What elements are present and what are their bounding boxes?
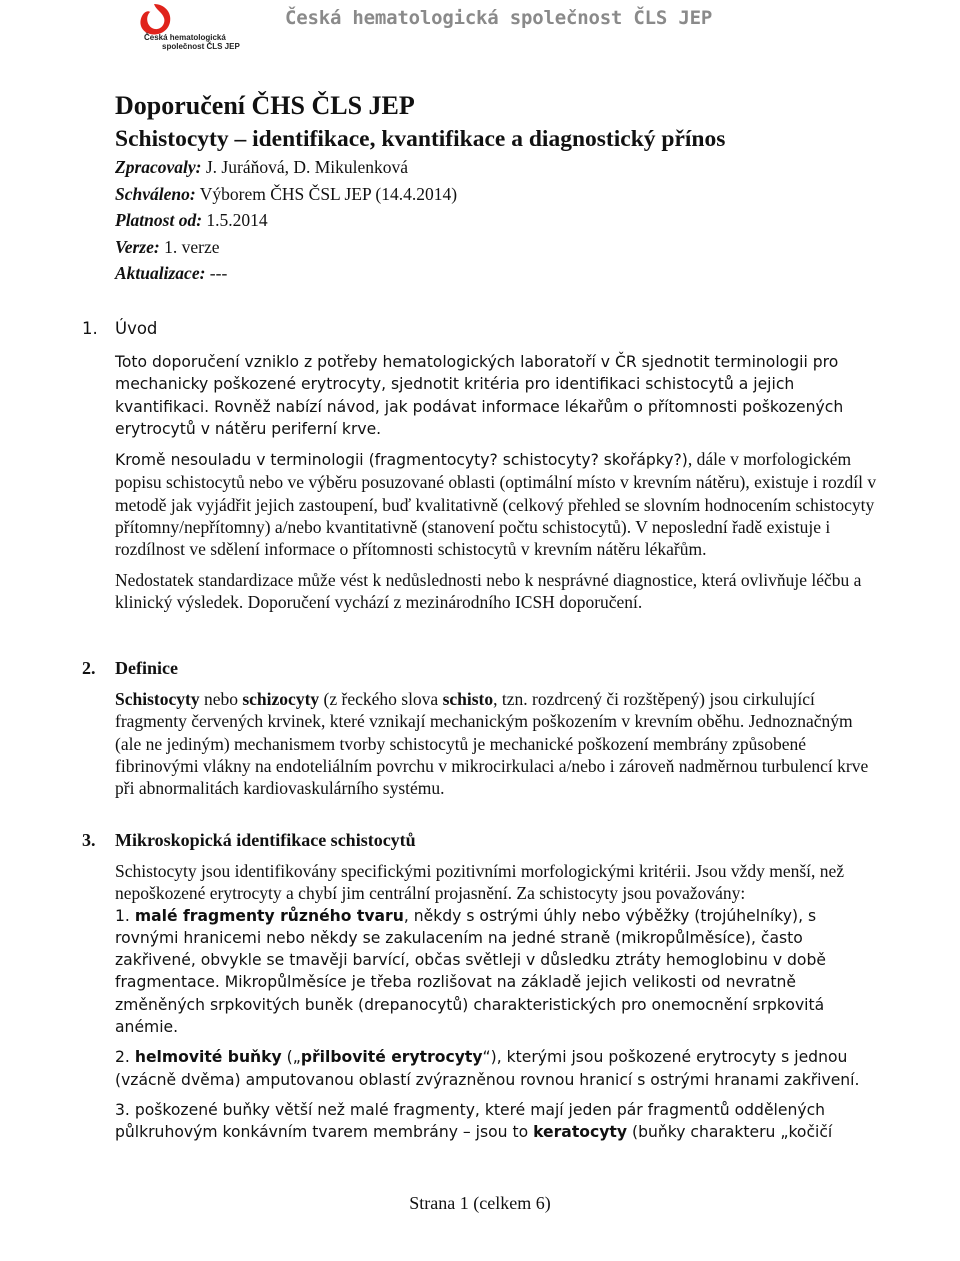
section-title: Mikroskopická identifikace schistocytů	[115, 830, 416, 850]
paragraph	[115, 569, 882, 614]
section-number: 2.	[82, 658, 96, 678]
meta-value: 1.5.2014	[202, 210, 268, 230]
paragraph-text: , dále v morfologickém popisu schistocytů nebo ve výběru posuzované oblasti (optimální místo v krevním nátěru), existuje i rozdíl v metodě jak vyjádřit jejich zastoupení, buď kvalitativně (celkový přehled se slovním hodnocením schistocyty přítomny/nepřítomny) a/nebo kvantitativně (stanovení počtu schistocytů). V neposlední řadě existuje i rozdílnost ve sdělení informace o přítomnosti schistocytů v krevním nátěru lékařům.	[115, 449, 877, 560]
section-heading	[82, 657, 882, 679]
document-subtitle: Schistocyty – identifikace, kvantifikace a diagnostický přínos	[115, 126, 726, 152]
term-bold: helmovité buňky	[134, 1048, 282, 1067]
list-number: 1.	[115, 906, 135, 925]
section-title: Úvod	[115, 319, 158, 338]
meta-row-update	[115, 260, 875, 287]
list-number: 2.	[115, 1048, 135, 1067]
paragraph-text: Toto doporučení vzniklo z potřeby hematologických laboratoří v ČR sjednotit terminologii pro mechanicky poškozené erytrocyty, sjednotit kritéria pro identifikaci schistocytů a jejich kvantifikaci.	[115, 353, 839, 416]
page-footer: Strana 1 (celkem 6)	[409, 1193, 551, 1213]
section-body	[115, 688, 882, 799]
meta-value: Výborem ČHS ČSL JEP (14.4.2014)	[195, 183, 458, 204]
paragraph-text: Schistocyty jsou identifikovány specifickými pozitivními morfologickými kritérii. Jsou vždy menší, než nepoškozené erytrocyty a chybí jim centrální projasnění. Za schistocyty jsou považovány:	[115, 861, 845, 904]
document-header	[115, 90, 875, 287]
meta-label: Verze:	[115, 236, 160, 257]
meta-label: Aktualizace:	[115, 263, 206, 283]
section-body	[115, 351, 882, 613]
paragraph-text: (z řeckého slova	[319, 689, 443, 709]
term-bold: Schistocyty	[115, 689, 200, 709]
paragraph-text: (buňky charakteru „kočičí	[627, 1123, 833, 1142]
document-title: Doporučení ČHS ČLS JEP	[115, 91, 415, 120]
list-item	[115, 1046, 882, 1091]
logo-text	[144, 33, 240, 51]
section-number: 3.	[82, 830, 96, 850]
section-heading	[82, 829, 882, 851]
term-bold: malé fragmenty různého tvaru	[134, 906, 404, 925]
list-item	[115, 1099, 882, 1144]
term-bold: schizocyty	[242, 689, 320, 709]
paragraph-text: “), kterými jsou poškozené erytrocyty s jednou (vzácně dvěma) amputovanou oblastí zvýrazněnou rovnou hranicí s ostrými hranami zakřivení.	[115, 1048, 860, 1089]
paragraph-text: Kromě nesouladu v terminologii (fragmentocyty? schistocyty? skořápky?)	[115, 451, 688, 470]
section-heading	[82, 318, 882, 340]
paragraph	[115, 860, 882, 905]
logo-line-1: Česká hematologická	[144, 33, 226, 42]
list-number: 3.	[115, 1100, 135, 1119]
meta-label: Zpracovaly:	[115, 157, 202, 177]
list-item	[115, 905, 882, 1039]
section-identification	[82, 829, 882, 1152]
meta-value: ---	[205, 263, 228, 283]
paragraph-text: nebo	[199, 689, 243, 709]
paragraph-text: poškozené buňky větší než malé fragmenty, které mají jeden pár fragmentů oddělených půlkruhovým konkávním tvarem membrány – jsou to	[115, 1100, 826, 1142]
section-number: 1.	[82, 319, 98, 338]
term-bold: keratocyty	[533, 1123, 628, 1142]
paragraph	[115, 448, 882, 560]
paragraph-text: („	[281, 1048, 301, 1067]
section-introduction	[82, 318, 882, 621]
section-title: Definice	[115, 658, 178, 678]
meta-row-version	[115, 234, 875, 261]
society-logo	[128, 2, 248, 52]
meta-row-valid-from	[115, 207, 875, 234]
meta-value: J. Juráňová, D. Mikulenková	[201, 157, 409, 177]
term-bold: přilbovité erytrocyty	[300, 1048, 483, 1067]
meta-value: 1. verze	[159, 236, 220, 257]
section-definition	[82, 657, 882, 807]
document-meta	[115, 154, 875, 287]
meta-row-approved	[115, 181, 875, 208]
paragraph-text: , někdy s ostrými úhly nebo výběžky (trojúhelníky), s rovnými hranicemi nebo někdy se zakulacením na jedné straně (mikropůlměsíce), často zakřivené, obvykle se tmavěji barvící, občas světleji v důsledku ztráty hemoglobinu v době fragmentace. Mikropůlměsíce je třeba rozlišovat na základě jejich velikosti od nevratně změněných srpkovitých buněk (drepanocytů) charakteristických pro onemocnění srpkovitá anémie.	[115, 906, 826, 1037]
meta-label: Schváleno:	[115, 183, 196, 204]
paragraph	[115, 351, 882, 440]
paragraph-text: Nedostatek standardizace může vést k nedůslednosti nebo k nesprávné diagnostice, která ovlivňuje léčbu a klinický výsledek. Doporučení vychází z mezinárodního ICSH doporučení.	[115, 569, 862, 612]
term-bold: schisto	[442, 689, 494, 709]
section-body	[115, 860, 882, 1144]
meta-label: Platnost od:	[115, 210, 203, 230]
paragraph-text: , tzn. rozdrcený či rozštěpený) jsou cirkulující fragmenty červených krvinek, které vznikají mechanickým poškozením v krevním oběhu. Jednoznačným (ale ne jediným) mechanismem tvorby schistocytů je mechanické poškození membrány způsobené fibrinovými vlákny na endoteliálním povrchu v mikrocirkulaci a/nebo i zároveň nadměrnou turbulencí krve při abnormalitách kardiovaskulárního systému.	[115, 689, 869, 799]
meta-row-prepared	[115, 154, 875, 181]
paragraph-text: Rovněž nabízí návod, jak podávat informace lékařům o přítomnosti poškozených erytrocytů v nátěru periferní krve.	[115, 397, 844, 438]
logo-line-2: společnost ČLS JEP	[162, 42, 240, 51]
paragraph	[115, 688, 882, 799]
header-title: Česká hematologická společnost ČLS JEP	[285, 7, 713, 29]
